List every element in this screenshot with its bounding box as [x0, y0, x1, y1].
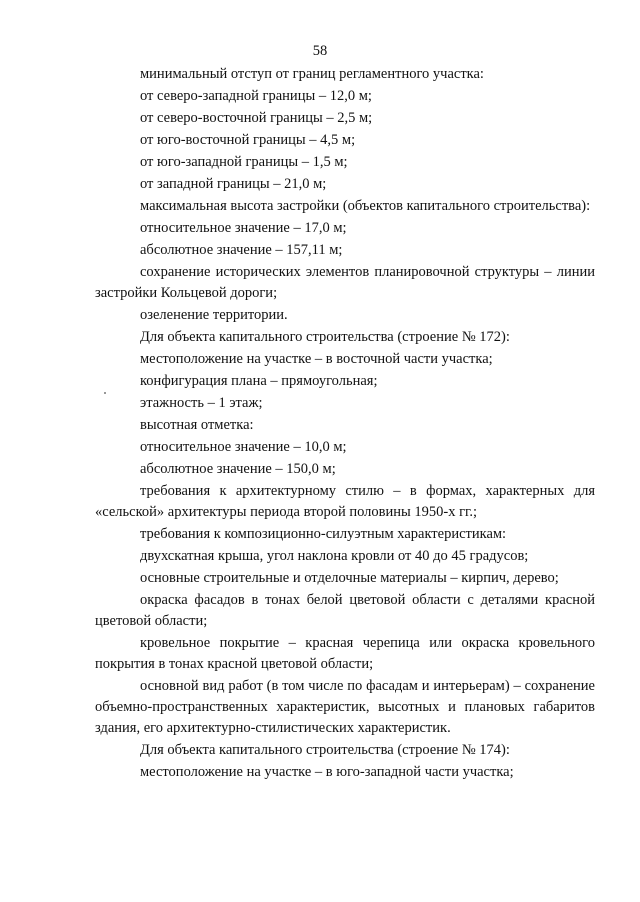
paragraph: от западной границы – 21,0 м; [140, 176, 327, 192]
paragraph: местоположение на участке – в восточной части участка; [140, 351, 493, 367]
paragraph: основной вид работ (в том числе по фасадам и интерьерам) – сохранение объемно-пространственных характеристик, высотных и плановых габаритов здания, его архитектурно-стилистических характеристик. [95, 678, 595, 736]
paragraph: от юго-западной границы – 1,5 м; [140, 154, 348, 170]
paragraph: сохранение исторических элементов планировочной структуры – линии застройки Кольцевой дороги; [95, 264, 595, 301]
paragraph: максимальная высота застройки (объектов капитального строительства): [140, 198, 591, 214]
document-body [95, 64, 595, 784]
paragraph: окраска фасадов в тонах белой цветовой области с деталями красной цветовой области; [95, 592, 595, 629]
paragraph: от северо-восточной границы – 2,5 м; [140, 110, 373, 126]
paragraph: этажность – 1 этаж; [140, 395, 263, 411]
paragraph: требования к композиционно-силуэтным характеристикам: [140, 526, 507, 542]
paragraph: абсолютное значение – 150,0 м; [140, 461, 336, 477]
paragraph: озеленение территории. [140, 307, 288, 323]
paragraph: относительное значение – 17,0 м; [140, 220, 347, 236]
paragraph: минимальный отступ от границ регламентного участка: [140, 66, 484, 82]
paragraph: требования к архитектурному стилю – в формах, характерных для «сельской» архитектуры периода второй половины 1950-х гг.; [95, 483, 595, 520]
paragraph: абсолютное значение – 157,11 м; [140, 242, 343, 258]
scan-speck [104, 392, 106, 394]
paragraph: Для объекта капитального строительства (строение № 172): [140, 329, 510, 345]
paragraph: от юго-восточной границы – 4,5 м; [140, 132, 356, 148]
paragraph: Для объекта капитального строительства (строение № 174): [140, 742, 510, 758]
paragraph: основные строительные и отделочные материалы – кирпич, дерево; [140, 570, 559, 586]
paragraph: относительное значение – 10,0 м; [140, 439, 347, 455]
paragraph: от северо-западной границы – 12,0 м; [140, 88, 372, 104]
paragraph: конфигурация плана – прямоугольная; [140, 373, 378, 389]
page-number: 58 [312, 43, 328, 59]
paragraph: кровельное покрытие – красная черепица или окраска кровельного покрытия в тонах красной цветовой области; [95, 635, 595, 672]
paragraph: двухскатная крыша, угол наклона кровли от 40 до 45 градусов; [140, 548, 529, 564]
paragraph: местоположение на участке – в юго-западной части участка; [140, 764, 514, 780]
paragraph: высотная отметка: [140, 417, 254, 433]
